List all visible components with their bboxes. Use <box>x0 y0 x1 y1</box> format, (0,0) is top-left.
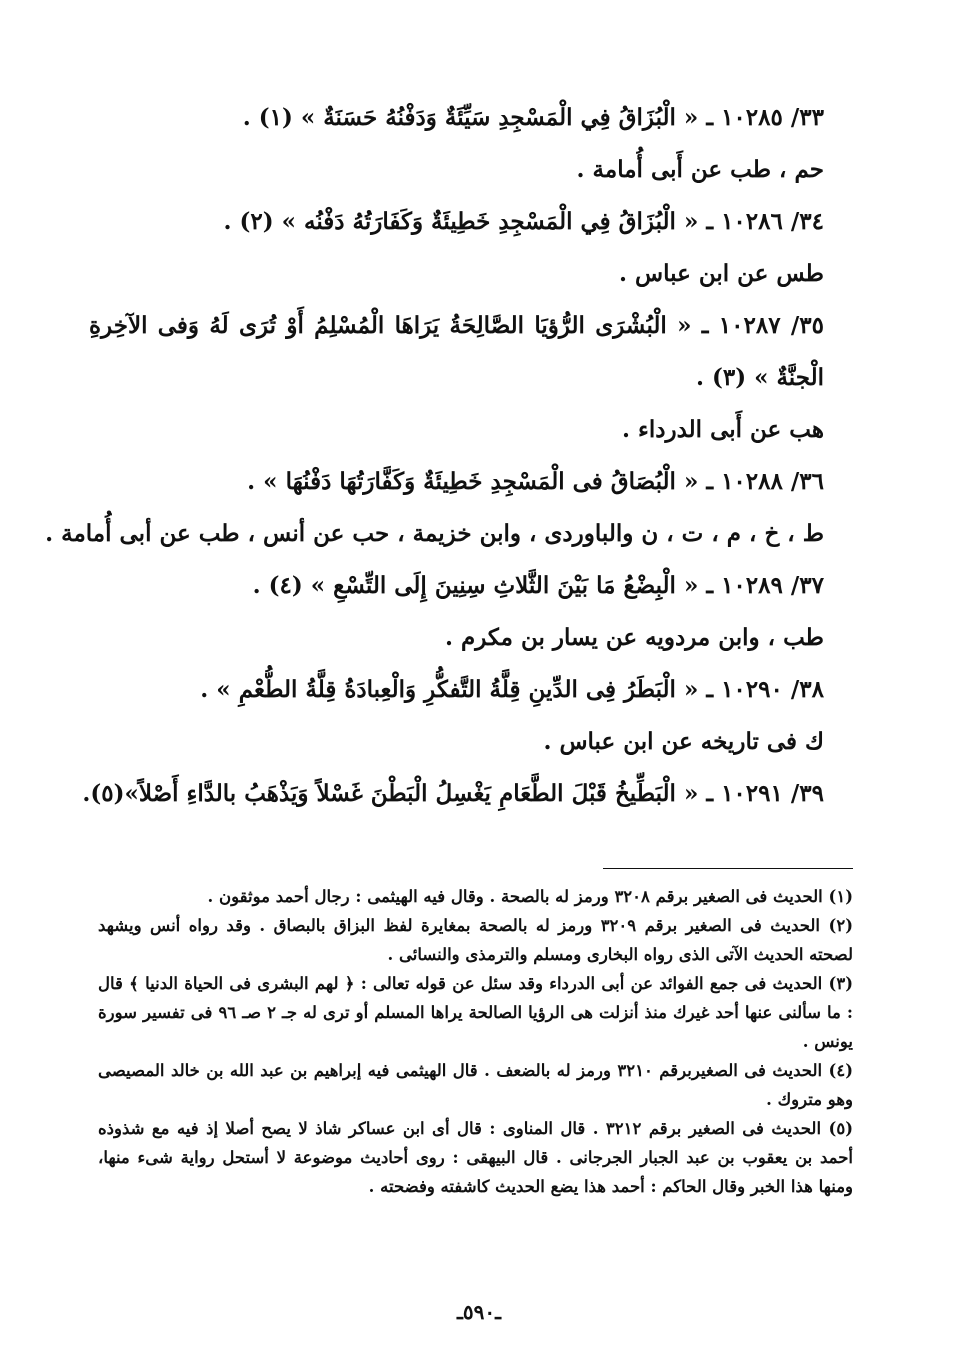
hadith-10289: ٣٧/ ١٠٢٨٩ ـ « الْبِضْعُ مَا بَيْنَ الثَّلاثِ سِنِينَ إِلَى التِّسْعِ » (٤) . <box>252 572 824 599</box>
hadith-10285: ٣٣/ ١٠٢٨٥ ـ « الْبُزَاقُ فِي الْمَسْجِدِ سَيِّئَةٌ وَدَفْنُهُ حَسَنَةٌ » (١) . <box>242 104 824 131</box>
footnote-2: (٢) الحديث فى الصغير برقم ٣٢٠٩ ورمز له بالصحة بمغايرة لفظ البزاق بالبصاق . وقد رواه أنس ويشهد لصحته الحديث الآتى الذى رواه البخارى ومسلم والترمذى والنسائى . <box>98 916 853 964</box>
source-10290: ك فى تاريخه عن ابن عباس . <box>543 728 824 755</box>
page-number: ـ٥٩٠ـ <box>457 1300 501 1324</box>
hadith-text-block <box>45 92 824 820</box>
footnotes <box>98 882 853 1201</box>
footnote-5: (٥) الحديث فى الصغير برقم ٣٢١٢ . قال المناوى : قال أى ابن عساكر شاذ لا يصح أصلا إذ فيه مع شذوذه أحمد بن يعقوب بن عبد الجبار الجرجانى . قال البيهقى : روى أحاديث موضوعة لا أستحل رواية شىء منها، ومنها هذا الخبر وقال الحاكم : أحمد هذا يضع الحديث كاشفته وفضحته . <box>98 1119 853 1196</box>
hadith-10286: ٣٤/ ١٠٢٨٦ ـ « الْبُزَاقُ فِي الْمَسْجِدِ خَطِيئَةٌ وَكَفَارَتُهُ دَفْنُه » (٢) . <box>223 208 824 235</box>
source-10286: طس عن ابن عباس . <box>619 260 824 287</box>
source-10288: ط ، خ ، م ، ت ، ن والباوردى ، وابن خزيمة ، حب عن أنس ، طب عن أبى أُمامة . <box>45 520 824 547</box>
source-10287: هب عن أَبى الدرداء . <box>622 416 824 443</box>
footnote-3: (٣) الحديث فى جمع الفوائد عن أبى الدرداء وقد سئل عن قوله تعالى : ﴿ لهم البشرى فى الحياة الدنيا ﴾ قال : ما سألنى عنها أحد غيرك منذ أنزلت هى الرؤيا الصالحة يراها المسلم أو ترى له جـ ٢ صـ ٩٦ فى تفسير سورة يونس . <box>98 974 853 1051</box>
footnote-4: (٤) الحديث فى الصغيربرقم ٣٢١٠ ورمز له بالضعف . قال الهيثمى فيه إبراهيم بن عبد الله بن خالد المصيصى وهو متروك . <box>98 1061 854 1109</box>
footnote-separator <box>603 868 853 869</box>
hadith-10290: ٣٨/ ١٠٢٩٠ ـ « الْبَطَرُ فِى الدِّينِ قِلَّةُ التَّفكُّرِ وَالْعِبادَةُ قِلَّةُ الطُّعْمِ » . <box>200 676 824 703</box>
hadith-10291: ٣٩/ ١٠٢٩١ ـ « الْبَطِّيخُ قَبْلَ الطَّعَامِ يَغْسِلُ الْبَطْنَ غَسْلاً وَيَذْهَبُ بالدَّاءِ أَصْلاً»(٥). <box>82 780 824 807</box>
footnote-1: (١) الحديث فى الصغير برقم ٣٢٠٨ ورمز له بالصحة . وقال فيه الهيثمى : رجال أحمد موثقون . <box>207 887 853 906</box>
source-10289: طب ، وابن مردويه عن يسار بن مكرم . <box>444 624 824 651</box>
hadith-10287: ٣٥/ ١٠٢٨٧ ـ « الْبُشْرَى الرُّؤيَا الصَّالِحَةُ يَرَاهَا الْمُسْلِمُ أَوْ تُرَى لَهُ وَفى الآخِرةِ الْجنَّةٌ » (٣) . <box>89 312 824 391</box>
source-10285: حم ، طب عن أَبى أُمامة . <box>576 156 824 183</box>
hadith-10288: ٣٦/ ١٠٢٨٨ ـ « الْبُصَاقُ فى الْمَسْجِدِ خَطِيئَةٌ وَكَفَّارَتُهَا دَفْنُهَا » . <box>247 468 824 495</box>
